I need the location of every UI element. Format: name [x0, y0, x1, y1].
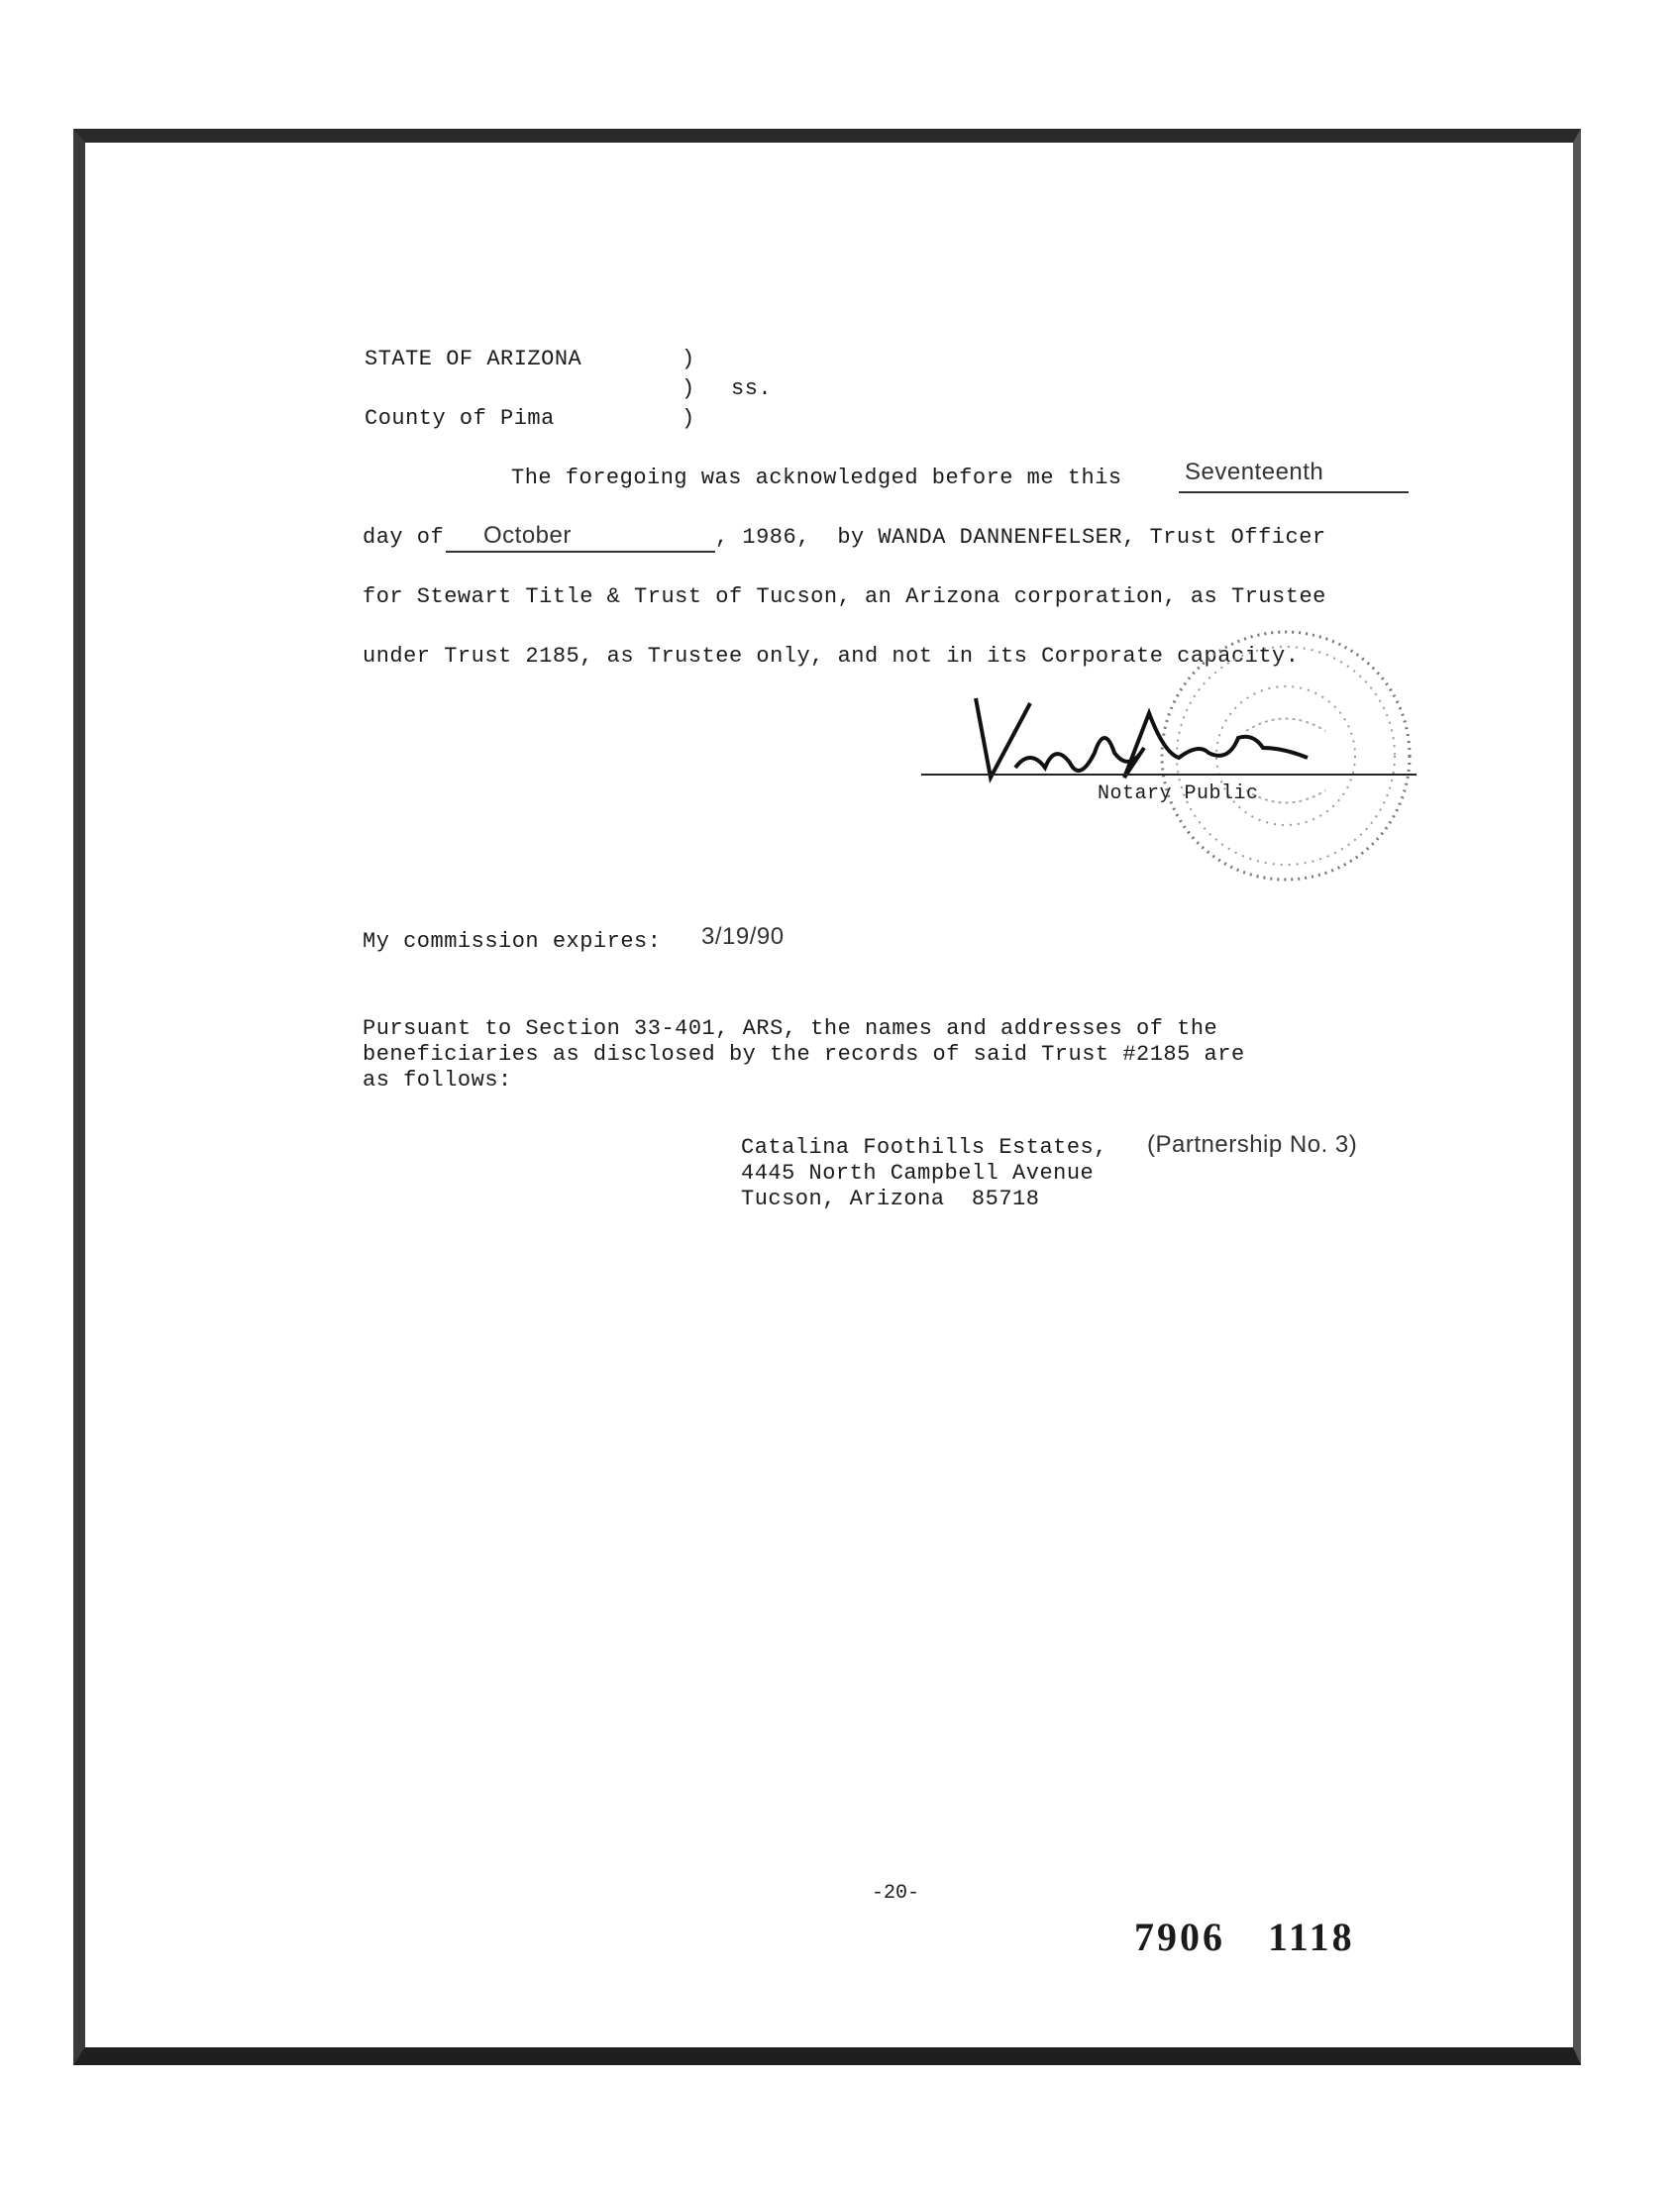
- beneficiary-name: Catalina Foothills Estates,: [741, 1135, 1107, 1160]
- commission-label: My commission expires:: [363, 929, 662, 954]
- ss-label: ss.: [731, 376, 773, 401]
- ack-line-2-suffix: , 1986, by WANDA DANNENFELSER, Trust Officer: [715, 525, 1326, 550]
- scan-border: [73, 129, 1581, 2065]
- record-number: 7906 1118: [1134, 1915, 1355, 1959]
- ack-line-4: under Trust 2185, as Trustee only, and not in its Corporate capacity.: [363, 644, 1300, 669]
- venue-paren: ): [682, 406, 695, 431]
- beneficiary-city: Tucson, Arizona 85718: [741, 1187, 1040, 1211]
- ack-line-2-prefix: day of: [363, 525, 445, 550]
- ack-line-1: The foregoing was acknowledged before me this: [511, 466, 1122, 490]
- county-label: County of Pima: [365, 406, 555, 431]
- beneficiary-intro-1: Pursuant to Section 33-401, ARS, the names and addresses of the: [363, 1016, 1218, 1041]
- beneficiary-street: 4445 North Campbell Avenue: [741, 1161, 1095, 1186]
- beneficiary-name-suffix: (Partnership No. 3): [1147, 1131, 1358, 1158]
- beneficiary-intro-3: as follows:: [363, 1068, 512, 1093]
- ack-line-3: for Stewart Title & Trust of Tucson, an Arizona corporation, as Trustee: [363, 584, 1326, 609]
- page-number: -20-: [872, 1882, 920, 1905]
- state-label: STATE OF ARIZONA: [365, 347, 582, 371]
- notary-public-label: Notary Public: [1098, 782, 1259, 805]
- commission-value: 3/19/90: [701, 923, 785, 950]
- beneficiary-intro-2: beneficiaries as disclosed by the records of said Trust #2185 are: [363, 1042, 1245, 1067]
- month-value: October: [483, 522, 572, 549]
- day-value: Seventeenth: [1185, 459, 1324, 485]
- venue-paren: ): [682, 347, 695, 371]
- venue-paren: ): [682, 376, 695, 401]
